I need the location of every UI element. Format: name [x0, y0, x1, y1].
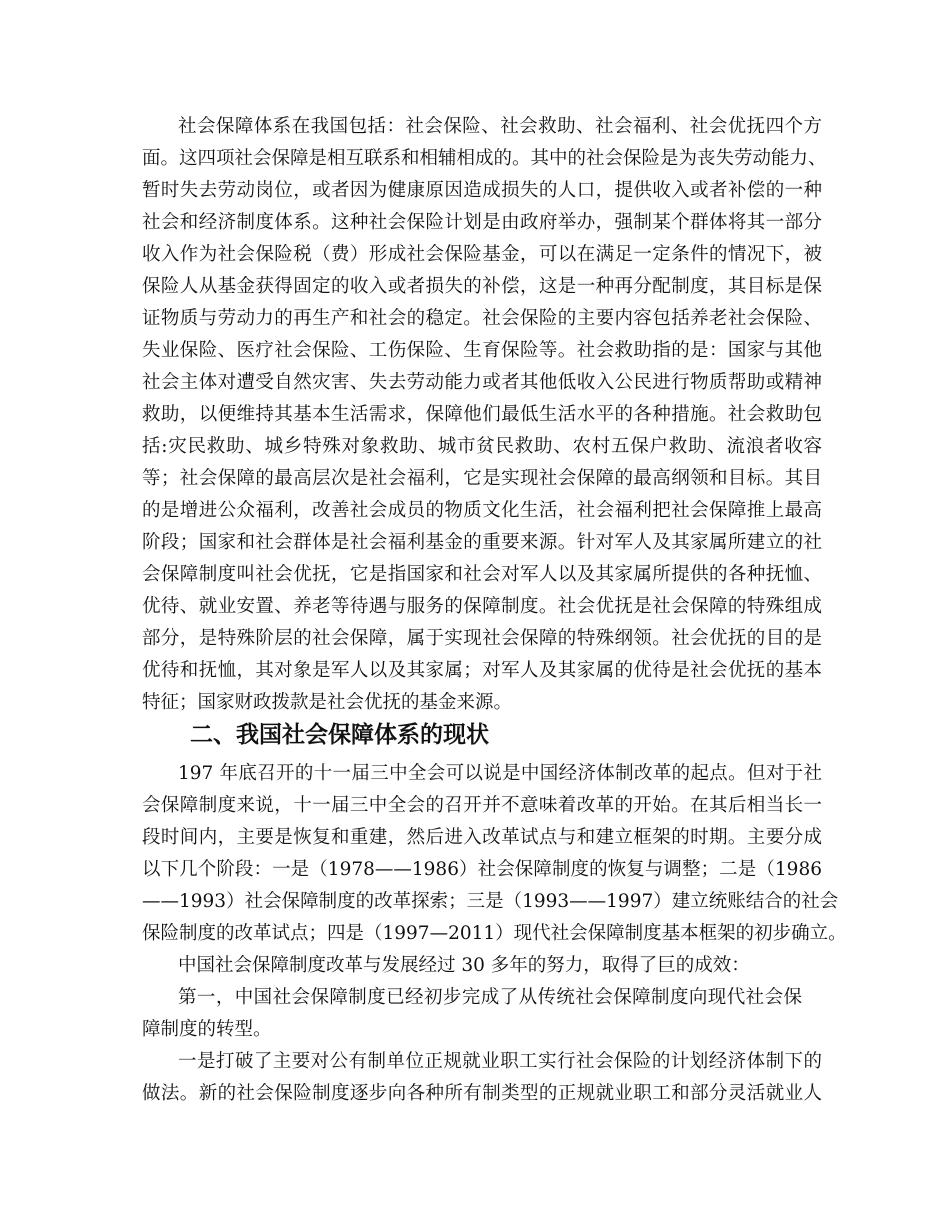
paragraph-line: 段时间内，主要是恢复和重建，然后进入改革试点与和建立框架的时期。主要分成	[142, 827, 822, 848]
paragraph-line: 社会主体对遭受自然灾害、失去劳动能力或者其他低收入公民进行物质帮助或精神	[142, 372, 822, 393]
paragraph-line: 一是打破了主要对公有制单位正规就业职工实行社会保险的计划经济体制下的	[178, 1051, 822, 1072]
paragraph-line: 面。这四项社会保障是相互联系和相辅相成的。其中的社会保险是为丧失劳动能力、	[142, 148, 827, 169]
paragraph-line: 部分，是特殊阶层的社会保障，属于实现社会保障的特殊纲领。社会优抚的目的是	[142, 628, 822, 649]
paragraph-line: 197 年底召开的十一届三中全会可以说是中国经济体制改革的起点。但对于社	[178, 763, 822, 784]
paragraph-line: 以下几个阶段：一是（1978——1986）社会保障制度的恢复与调整；二是（1986	[142, 859, 822, 880]
paragraph-line: 证物质与劳动力的再生产和社会的稳定。社会保险的主要内容包括养老社会保险、	[142, 308, 822, 329]
paragraph-line: 括:灾民救助、城乡特殊对象救助、城市贫民救助、农村五保户救助、流浪者收容	[142, 436, 822, 457]
paragraph-line: 社会保障体系在我国包括：社会保险、社会救助、社会福利、社会优抚四个方	[178, 116, 822, 137]
paragraph-line: 保险制度的改革试点；四是（1997—2011）现代社会保障制度基本框架的初步确立。	[142, 923, 847, 944]
paragraph-line: 保险人从基金获得固定的收入或者损失的补偿，这是一种再分配制度，其目标是保	[142, 276, 822, 297]
section-heading: 二、我国社会保障体系的现状	[190, 722, 489, 748]
paragraph-line: 暂时失去劳动岗位，或者因为健康原因造成损失的人口，提供收入或者补偿的一种	[142, 180, 822, 201]
paragraph-line: ——1993）社会保障制度的改革探索；三是（1993——1997）建立统账结合的社会	[142, 891, 839, 912]
paragraph-line: 特征；国家财政拨款是社会优抚的基金来源。	[142, 692, 513, 713]
paragraph-line: 社会和经济制度体系。这种社会保险计划是由政府举办，强制某个群体将其一部分	[142, 212, 822, 233]
paragraph-line: 阶段；国家和社会群体是社会福利基金的重要来源。针对军人及其家属所建立的社	[142, 532, 822, 553]
paragraph-line: 做法。新的社会保险制度逐步向各种所有制类型的正规就业职工和部分灵活就业人	[142, 1083, 822, 1104]
paragraph-line: 失业保险、医疗社会保险、工伤保险、生育保险等。社会救助指的是：国家与其他	[142, 340, 822, 361]
paragraph-line: 收入作为社会保险税（费）形成社会保险基金，可以在满足一定条件的情况下，被	[142, 244, 822, 265]
paragraph-line: 障制度的转型。	[142, 1019, 272, 1040]
paragraph-line: 会保障制度叫社会优抚，它是指国家和社会对军人以及其家属所提供的各种抚恤、	[142, 564, 822, 585]
paragraph-line: 等；社会保障的最高层次是社会福利，它是实现社会保障的最高纲领和目标。其目	[142, 468, 822, 489]
paragraph-achievements-intro: 中国社会保障制度改革与发展经过 30 多年的努力，取得了巨的成效：	[178, 955, 750, 976]
paragraph-line: 救助，以便维持其基本生活需求，保障他们最低生活水平的各种措施。社会救助包	[142, 404, 822, 425]
paragraph-line: 第一，中国社会保障制度已经初步完成了从传统社会保障制度向现代社会保	[178, 987, 802, 1008]
paragraph-line: 优待和抚恤，其对象是军人以及其家属；对军人及其家属的优待是社会优抚的基本	[142, 660, 822, 681]
paragraph-line: 的是增进公众福利，改善社会成员的物质文化生活，社会福利把社会保障推上最高	[142, 500, 822, 521]
paragraph-line: 会保障制度来说，十一届三中全会的召开并不意味着改革的开始。在其后相当长一	[142, 795, 822, 816]
paragraph-line: 优待、就业安置、养老等待遇与服务的保障制度。社会优抚是社会保障的特殊组成	[142, 596, 822, 617]
